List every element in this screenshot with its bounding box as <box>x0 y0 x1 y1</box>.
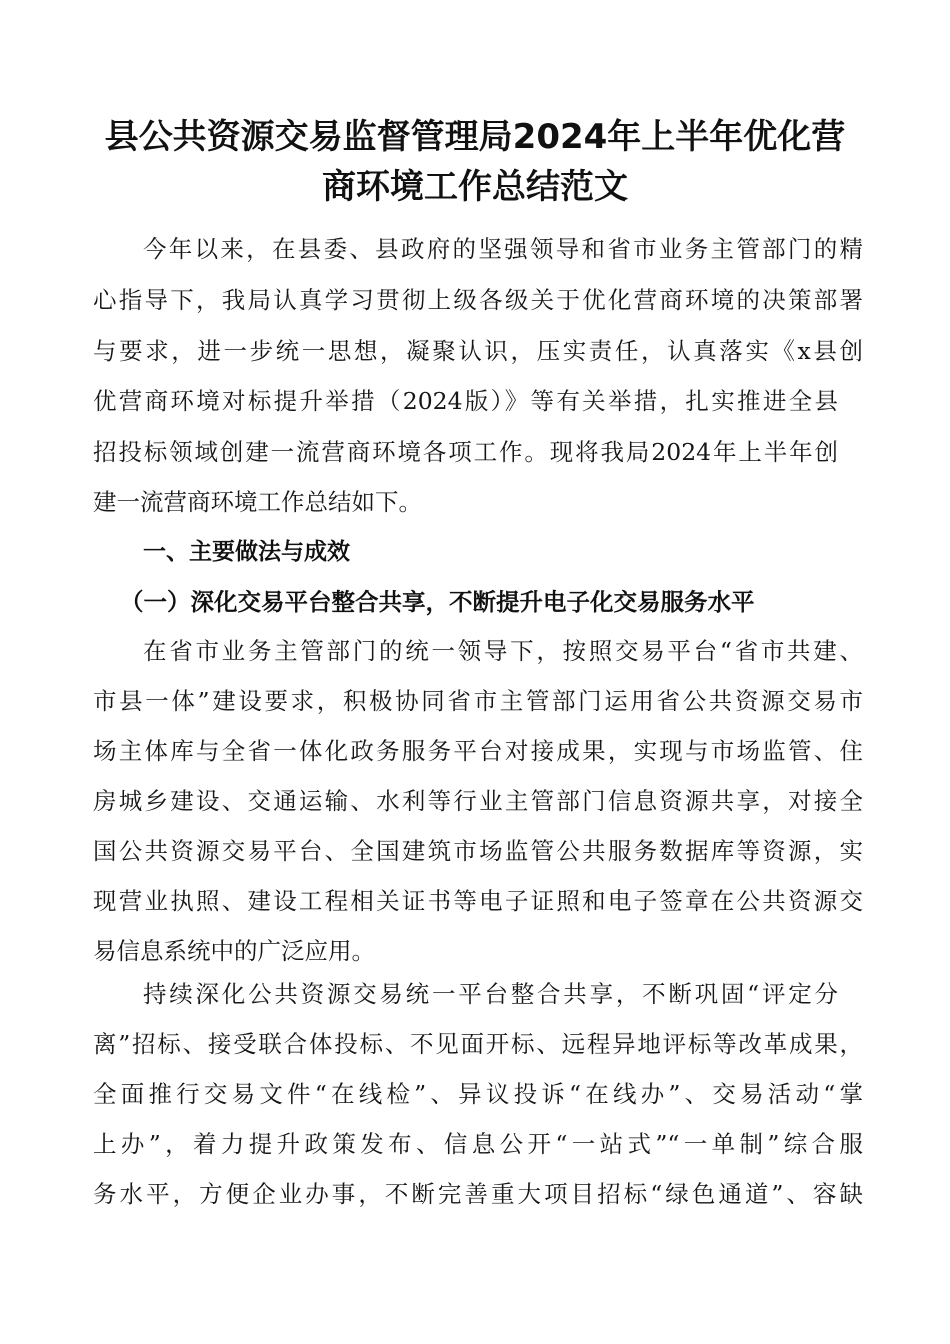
paragraph-line: 心指导下，我局认真学习贯彻上级各级关于优化营商环境的决策部署 <box>93 286 863 314</box>
paragraph-line: 今年以来，在县委、县政府的坚强领导和省市业务主管部门的精 <box>143 235 863 263</box>
paragraph-line: 上办”，着力提升政策发布、信息公开“一站式”“一单制”综合服 <box>93 1130 863 1158</box>
paragraph-line: 优营商环境对标提升举措（2024版）》等有关举措，扎实推进全县 <box>93 387 838 415</box>
section-heading-1: 一、主要做法与成效 <box>143 539 350 565</box>
document-title-line-1: 县公共资源交易监督管理局2024年上半年优化营 <box>104 117 846 157</box>
paragraph-line: 现营业执照、建设工程相关证书等电子证照和电子签章在公共资源交 <box>93 887 863 915</box>
paragraph-line: 离”招标、接受联合体投标、不见面开标、远程异地评标等改革成果， <box>93 1030 863 1058</box>
paragraph-line: 全面推行交易文件“在线检”、异议投诉“在线办”、交易活动“掌 <box>93 1080 863 1108</box>
paragraph-line: 国公共资源交易平台、全国建筑市场监管公共服务数据库等资源，实 <box>93 837 863 865</box>
paragraph-line: 建一流营商环境工作总结如下。 <box>93 488 422 516</box>
paragraph-line: 与要求，进一步统一思想，凝聚认识，压实责任，认真落实《x县创 <box>93 337 863 365</box>
paragraph-line: 在省市业务主管部门的统一领导下，按照交易平台“省市共建、 <box>143 637 863 665</box>
paragraph-line: 市县一体”建设要求，积极协同省市主管部门运用省公共资源交易市 <box>93 687 863 715</box>
paragraph-line: 易信息系统中的广泛应用。 <box>93 937 375 965</box>
paragraph-line: 房城乡建设、交通运输、水利等行业主管部门信息资源共享，对接全 <box>93 787 863 815</box>
paragraph-line: 务水平，方便企业办事，不断完善重大项目招标“绿色通道”、容缺 <box>93 1180 863 1208</box>
subsection-heading-1: （一）深化交易平台整合共享，不断提升电子化交易服务水平 <box>120 588 755 616</box>
paragraph-line: 场主体库与全省一体化政务服务平台对接成果，实现与市场监管、住 <box>93 737 863 765</box>
document-title-line-2: 商环境工作总结范文 <box>322 167 628 207</box>
paragraph-line: 持续深化公共资源交易统一平台整合共享，不断巩固“评定分 <box>143 980 838 1008</box>
paragraph-line: 招投标领域创建一流营商环境各项工作。现将我局2024年上半年创 <box>93 438 838 466</box>
